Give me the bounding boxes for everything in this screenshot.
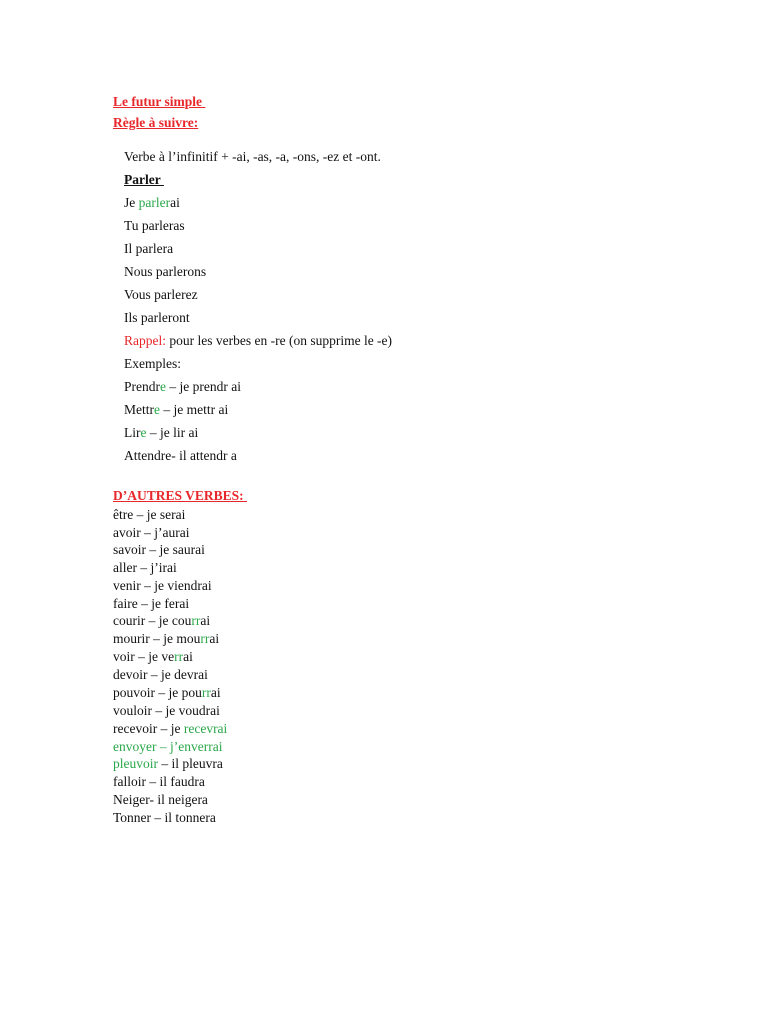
list-item: falloir – il faudra [113, 774, 205, 789]
list-item: venir – je viendrai [113, 578, 212, 593]
list-item: pouvoir – je pourrai [113, 685, 221, 700]
conjugation-line: Je parlerai [124, 195, 180, 210]
list-item: Tonner – il tonnera [113, 810, 216, 825]
example-line: Lire – je lir ai [124, 425, 199, 440]
list-item: faire – je ferai [113, 596, 190, 611]
conjugation-line: Ils parleront [124, 310, 190, 325]
list-item: courir – je courrai [113, 613, 211, 628]
page-title: Le futur simple [113, 94, 206, 109]
list-item: aller – j’irai [113, 560, 177, 575]
list-item: vouloir – je voudrai [113, 703, 220, 718]
list-item: être – je serai [113, 507, 186, 522]
example-line: Mettre – je mettr ai [124, 402, 229, 417]
conjugation-line: Nous parlerons [124, 264, 207, 279]
list-item: pleuvoir – il pleuvra [113, 756, 223, 771]
reminder-line [124, 333, 392, 349]
conjugation-line: Vous parlerez [124, 287, 198, 302]
list-item: envoyer – j’enverrai [113, 739, 223, 754]
list-item: mourir – je mourrai [113, 631, 220, 646]
example-line: Attendre- il attendr a [124, 448, 237, 463]
list-item: savoir – je saurai [113, 542, 205, 557]
list-item: voir – je verrai [113, 649, 193, 664]
rule-heading: Règle à suivre: [113, 115, 199, 130]
examples-label: Exemples: [124, 356, 181, 371]
other-verbs-heading: D’AUTRES VERBES: [113, 488, 248, 503]
conjugation-line: Tu parleras [124, 218, 185, 233]
list-item: devoir – je devrai [113, 667, 208, 682]
conjugation-line: Il parlera [124, 241, 174, 256]
list-item: recevoir – je recevrai [113, 721, 228, 736]
list-item: avoir – j’aurai [113, 525, 190, 540]
list-item: Neiger- il neigera [113, 792, 208, 807]
reminder-label: Rappel: [124, 333, 166, 348]
rule-formula: Verbe à l’infinitif + -ai, -as, -a, -ons, -ez et -ont. [124, 149, 381, 164]
verb-title: Parler [124, 172, 164, 187]
reminder-text: pour les verbes en -re (on supprime le -e) [166, 333, 393, 348]
example-line: Prendre – je prendr ai [124, 379, 241, 394]
